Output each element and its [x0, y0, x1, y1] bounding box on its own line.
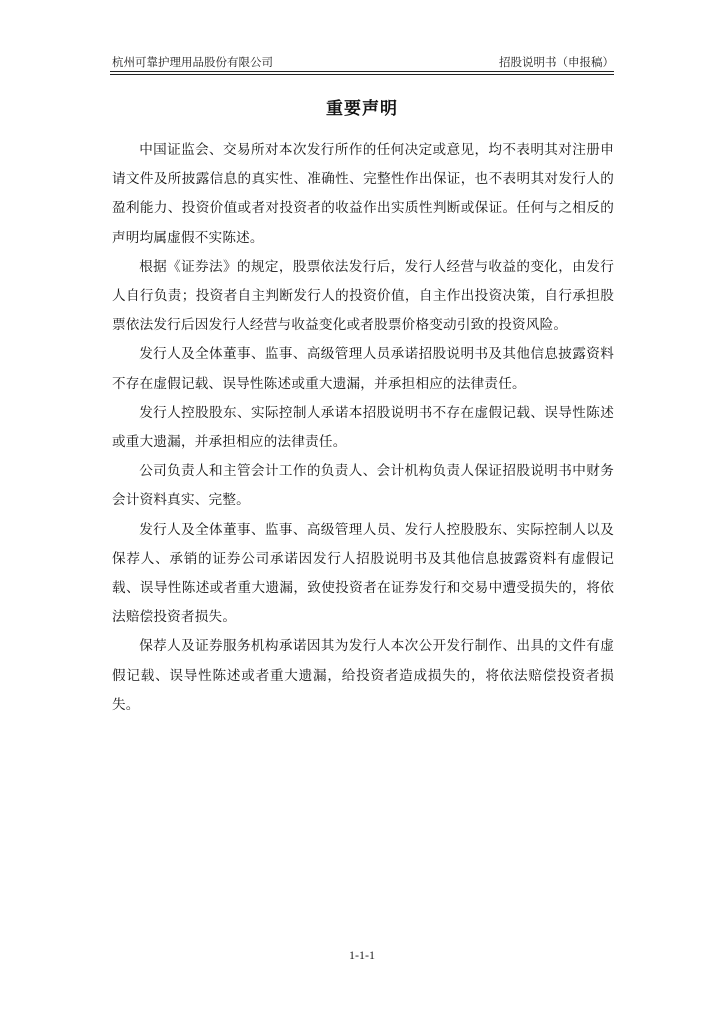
- paragraph: 中国证监会、交易所对本次发行所作的任何决定或意见，均不表明其对注册申请文件及所披露信息的真实性、准确性、完整性作出保证，也不表明其对发行人的盈利能力、投资价值或者对投资者的收益作出实质性判断或保证。任何与之相反的声明均属虚假不实陈述。: [112, 142, 614, 246]
- paragraph: 发行人及全体董事、监事、高级管理人员承诺招股说明书及其他信息披露资料不存在虚假记载、误导性陈述或重大遗漏，并承担相应的法律责任。: [112, 346, 614, 392]
- page-number: 1-1-1: [349, 948, 375, 962]
- paragraph: 公司负责人和主管会计工作的负责人、会计机构负责人保证招股说明书中财务会计资料真实、完整。: [112, 463, 614, 509]
- paragraph: 发行人及全体董事、监事、高级管理人员、发行人控股股东、实际控制人以及保荐人、承销的证券公司承诺因发行人招股说明书及其他信息披露资料有虚假记载、误导性陈述或者重大遗漏，致使投资者在证券发行和交易中遭受损失的，将依法赔偿投资者损失。: [112, 521, 614, 626]
- paragraph: 根据《证券法》的规定，股票依法发行后，发行人经营与收益的变化，由发行人自行负责；投资者自主判断发行人的投资价值，自主作出投资决策，自行承担股票依法发行后因发行人经营与收益变化或者股票价格变动引致的投资风险。: [112, 258, 614, 334]
- statement-body: [112, 136, 614, 720]
- page-title: 重要声明: [326, 99, 398, 119]
- header-document-title: 招股说明书（申报稿）: [499, 55, 614, 69]
- page-header: [112, 50, 614, 70]
- paragraph: 保荐人及证券服务机构承诺因其为发行人本次公开发行制作、出具的文件有虚假记载、误导性陈述或者重大遗漏，给投资者造成损失的，将依法赔偿投资者损失。: [112, 638, 614, 713]
- paragraph: 发行人控股股东、实际控制人承诺本招股说明书不存在虚假记载、误导性陈述或重大遗漏，并承担相应的法律责任。: [112, 404, 614, 451]
- header-rule: [110, 71, 614, 75]
- header-company-name: 杭州可靠护理用品股份有限公司: [112, 55, 273, 69]
